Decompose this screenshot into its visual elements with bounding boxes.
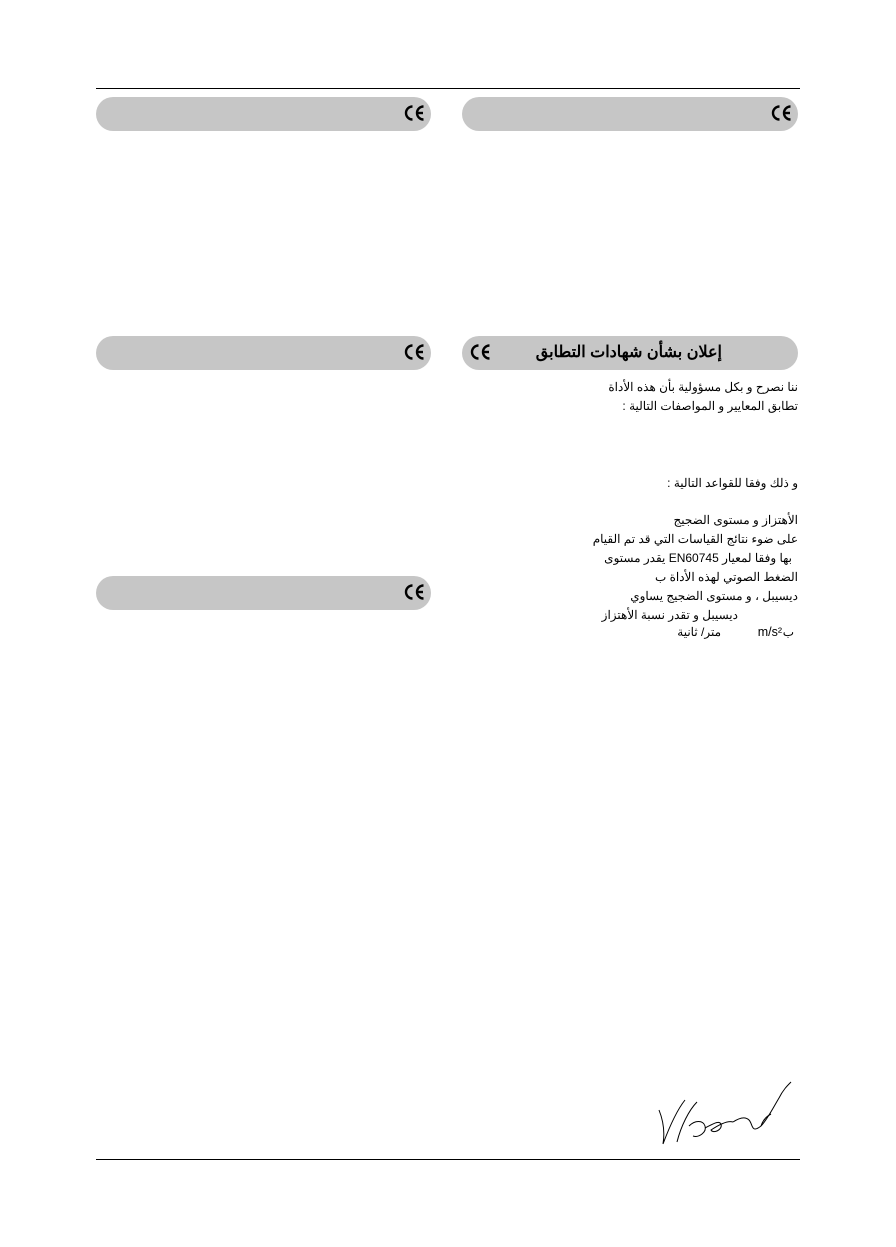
unit-metric: متر/ ثانية: [677, 625, 721, 639]
ce-mark-icon: [769, 101, 793, 125]
rules-line: و ذلك وفقا للقواعد التالية :: [667, 476, 798, 490]
declaration-title: إعلان بشأن شهادات التطابق: [535, 344, 722, 361]
noise-heading: الأهتزاز و مستوى الضجيج: [673, 513, 798, 527]
section-bar-top-left: [96, 97, 431, 131]
declaration-title-bar: [462, 336, 798, 370]
unit-prefix: ب: [782, 625, 794, 639]
section-bar-top-right: [462, 97, 798, 131]
noise-block: [468, 511, 798, 625]
noise-line-2: بها وفقا لمعيار EN60745 يقدر مستوى: [604, 551, 792, 565]
bottom-rule: [96, 1159, 800, 1160]
ce-mark-icon: [402, 101, 426, 125]
ce-mark-icon: [468, 340, 492, 364]
noise-line-5: ديسيبل و تقدر نسبة الأهتزاز: [601, 608, 738, 622]
noise-line-3: الضغط الصوتي لهذه الأداة ب: [654, 570, 798, 584]
top-rule: [96, 88, 800, 89]
ce-mark-icon: [402, 340, 426, 364]
noise-line-1: على ضوء نتائج القياسات التي قد تم القيام: [592, 532, 798, 546]
noise-line-4: ديسيبل ، و مستوى الضجيج يساوي: [630, 589, 798, 603]
rules-block: [468, 474, 798, 493]
intro-line-1: ننا نصرح و بكل مسؤولية بأن هذه الأداة: [608, 380, 798, 394]
declaration-intro: [468, 378, 798, 416]
intro-line-2: تطابق المعايير و المواصفات التالية :: [622, 399, 798, 413]
section-bar-lower-left: [96, 576, 431, 610]
ce-mark-icon: [402, 580, 426, 604]
unit-ms2: m/s²: [757, 625, 782, 639]
vibration-units: [594, 623, 794, 642]
signature-icon: [655, 1080, 795, 1150]
section-bar-middle-left: [96, 336, 431, 370]
